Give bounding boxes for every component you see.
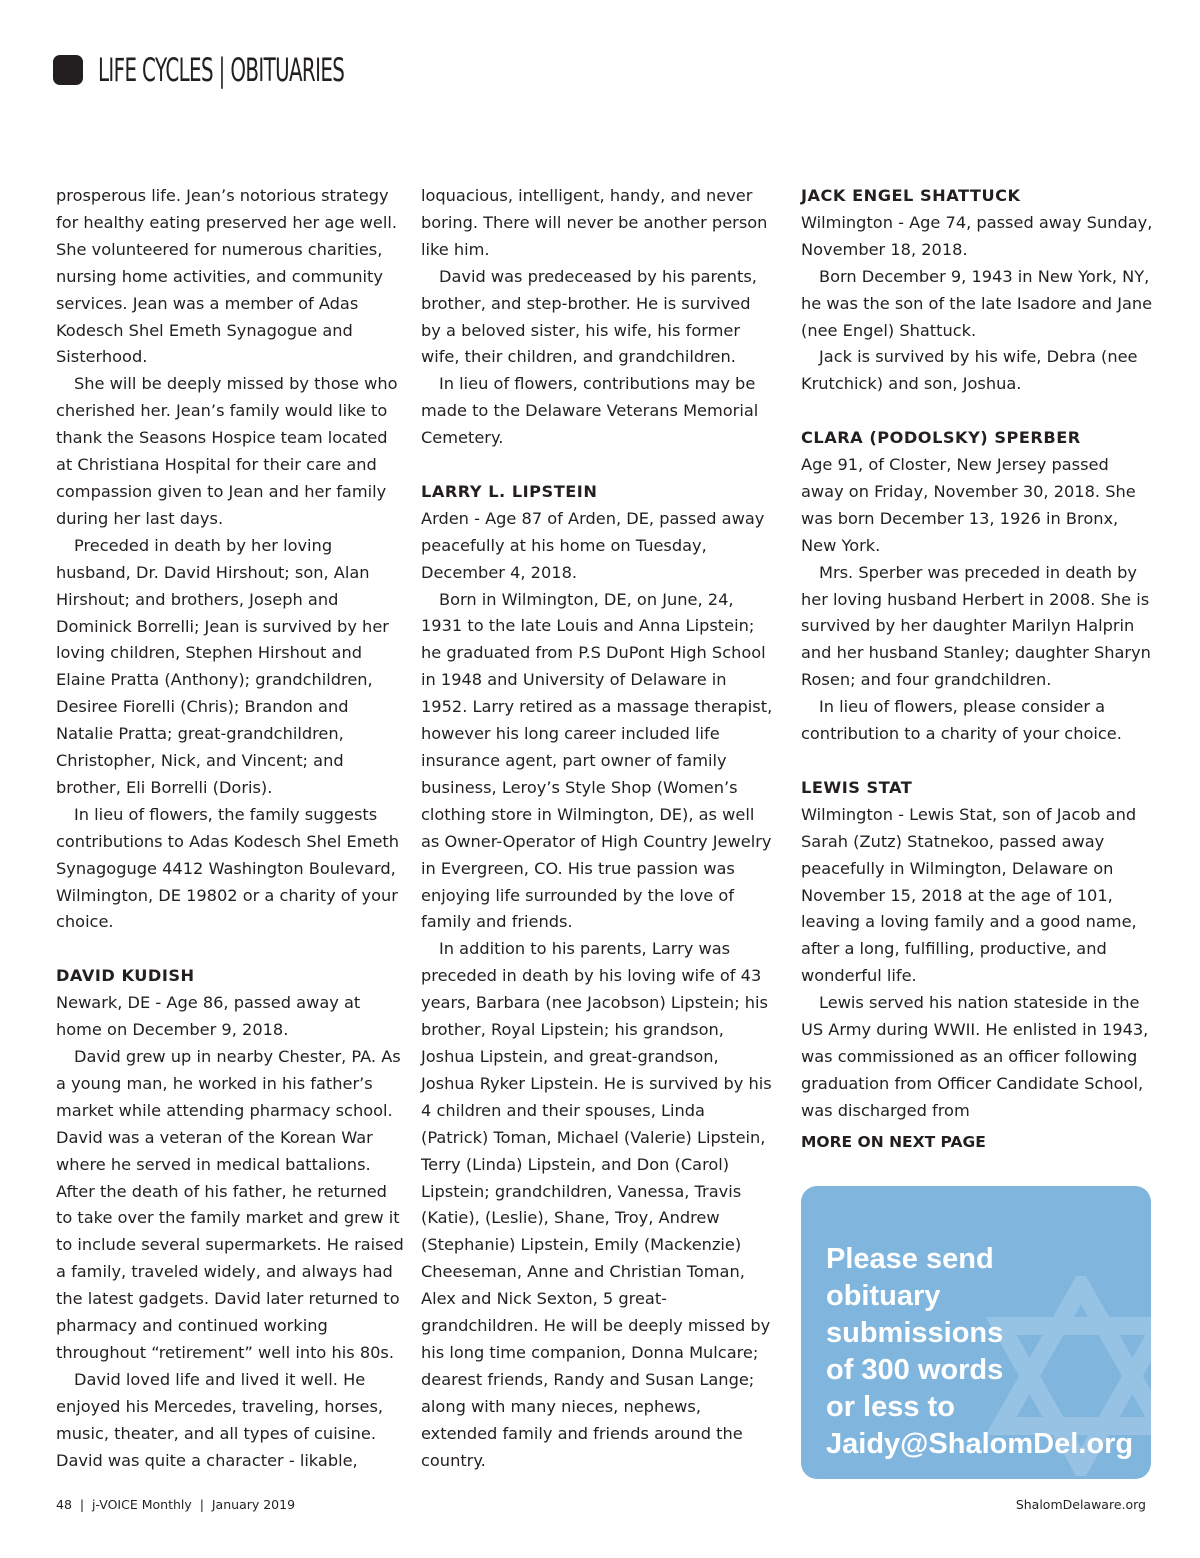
obit-paragraph: Age 91, of Closter, New Jersey passed away on Friday, November 30, 2018. She was born December 13, 1926 in Bronx, New York. [801,455,1136,555]
page-footer-site: ShalomDelaware.org [1015,1497,1146,1512]
obit-paragraph: Wilmington - Age 74, passed away Sunday, November 18, 2018. [801,212,1153,259]
column-3 [801,183,1153,1156]
section-title: LIFE CYCLES | OBITUARIES [98,51,345,89]
callout-email: Jaidy@ShalomDel.org [826,1428,1134,1460]
obit-paragraph: David was predeceased by his parents, brother, and step-brother. He is survived by a beloved sister, his wife, his former wife, their children, and grandchildren. [421,266,757,367]
obit-paragraph: In lieu of flowers, contributions may be made to the Delaware Veterans Memorial Cemetery. [421,374,759,448]
obit-paragraph: She will be deeply missed by those who cherished her. Jean’s family would like to thank the Seasons Hospice team located at Christiana Hospital for their care and compassion given to Jean and her family during her last days. [56,374,398,528]
obit-paragraph: In addition to his parents, Larry was preceded in death by his loving wife of 43 years, Barbara (nee Jacobson) Lipstein; his brother, Royal Lipstein; his grandson, Joshua Lipstein, and great-grandson, Joshua Ryker Lipstein. He is survived by his 4 children and their spouses, Linda (Patrick) Toman, Michael (Valerie) Lipstein, Terry (Linda) Lipstein, and Don (Carol) Lipstein; grandchildren, Vanessa, Travis (Katie), (Leslie), Shane, Troy, Andrew (Stephanie) Lipstein, Emily (Mackenzie) Cheeseman, Anne and Christian Toman, Alex and Nick Sexton, 5 great-grandchildren. He will be deeply missed by his long time companion, Donna Mulcare; dearest friends, Randy and Susan Lange; along with many nieces, nephews, extended family and friends around the country. [421,939,772,1470]
callout-line: or less to [826,1391,955,1423]
column-1 [56,183,408,1474]
obit-paragraph: Jack is survived by his wife, Debra (nee Krutchick) and son, Joshua. [801,347,1138,394]
obit-paragraph: loquacious, intelligent, handy, and never boring. There will never be another person like him. [421,186,768,259]
obit-paragraph: Wilmington - Lewis Stat, son of Jacob and Sarah (Zutz) Statnekoo, passed away peacefully in Wilmington, Delaware on November 15, 2018 at the age of 101, leaving a loving family and a good name, after a long, fulfilling, productive, and wonderful life. [801,804,1137,986]
obit-name-kudish: DAVID KUDISH [56,966,195,986]
obit-paragraph: Newark, DE - Age 86, passed away at home on December 9, 2018. [56,993,361,1040]
callout-line: of 300 words [826,1354,1004,1386]
callout-message [826,1241,1133,1463]
obit-paragraph: In lieu of flowers, the family suggests contributions to Adas Kodesch Shel Emeth Synagoguge 4412 Washington Boulevard, Wilmington, DE 19802 or a charity of your choice. [56,804,400,932]
submission-callout [801,1186,1151,1479]
more-on-next-page: MORE ON NEXT PAGE [801,1132,986,1151]
obit-paragraph: Born December 9, 1943 in New York, NY, he was the son of the late Isadore and Jane (nee Engel) Shattuck. [801,266,1153,340]
obit-paragraph: prosperous life. Jean’s notorious strategy for healthy eating preserved her age well. She volunteered for numerous charities, nursing home activities, and community services. Jean was a member of Adas Kodesch Shel Emeth Synagogue and Sisterhood. [56,186,397,367]
obit-paragraph: Mrs. Sperber was preceded in death by her loving husband Herbert in 2008. She is survived by her daughter Marilyn Halprin and her husband Stanley; daughter Sharyn Rosen; and four grandchildren. [801,562,1151,690]
obit-name-stat: LEWIS STAT [801,777,913,797]
obit-paragraph: David grew up in nearby Chester, PA. As a young man, he worked in his father’s market while attending pharmacy school. David was a veteran of the Korean War where he served in medical battalions. After the death of his father, he returned to take over the family market and grew it to include several supermarkets. He raised a family, traveled widely, and always had the latest gadgets. David later returned to pharmacy and continued working throughout “retirement” well into his 80s. [56,1046,404,1362]
obit-paragraph: David loved life and lived it well. He enjoyed his Mercedes, traveling, horses, music, theater, and all types of cuisine. David was quite a character - likable, [56,1369,384,1470]
obit-paragraph: Preceded in death by her loving husband, Dr. David Hirshout; son, Alan Hirshout; and brothers, Joseph and Dominick Borrelli; Jean is survived by her loving children, Stephen Hirshout and Elaine Pratta (Anthony); grandchildren, Desiree Fiorelli (Chris); Brandon and Natalie Pratta; great-grandchildren, Christopher, Nick, and Vincent; and brother, Eli Borrelli (Doris). [56,535,389,797]
obit-name-sperber: CLARA (PODOLSKY) SPERBER [801,428,1081,448]
obit-paragraph: Arden - Age 87 of Arden, DE, passed away peacefully at his home on Tuesday, December 4, 2018. [421,508,765,582]
obit-paragraph: Born in Wilmington, DE, on June, 24, 1931 to the late Louis and Anna Lipstein; he graduated from P.S DuPont High School in 1948 and University of Delaware in 1952. Larry retired as a massage therapist, however his long career included life insurance agent, part owner of family business, Leroy’s Style Shop (Women’s clothing store in Wilmington, DE), as well as Owner-Operator of High Country Jewelry in Evergreen, CO. His true passion was enjoying life surrounded by the love of family and friends. [421,589,773,932]
obit-paragraph: Lewis served his nation stateside in the US Army during WWII. He enlisted in 1943, was commissioned as an officer following graduation from Officer Candidate School, was discharged from [801,993,1149,1120]
page-footer-info: 48 | j-VOICE Monthly | January 2019 [56,1497,296,1512]
obit-name-shattuck: JACK ENGEL SHATTUCK [801,186,1021,205]
section-marker-icon [53,55,83,85]
section-header [53,50,495,90]
column-2 [421,183,773,1474]
obit-name-lipstein: LARRY L. LIPSTEIN [421,481,598,501]
callout-line: submissions [826,1317,1004,1349]
callout-line: Please send [826,1243,994,1275]
obit-paragraph: In lieu of flowers, please consider a contribution to a charity of your choice. [801,697,1122,744]
callout-line: obituary [826,1280,941,1312]
